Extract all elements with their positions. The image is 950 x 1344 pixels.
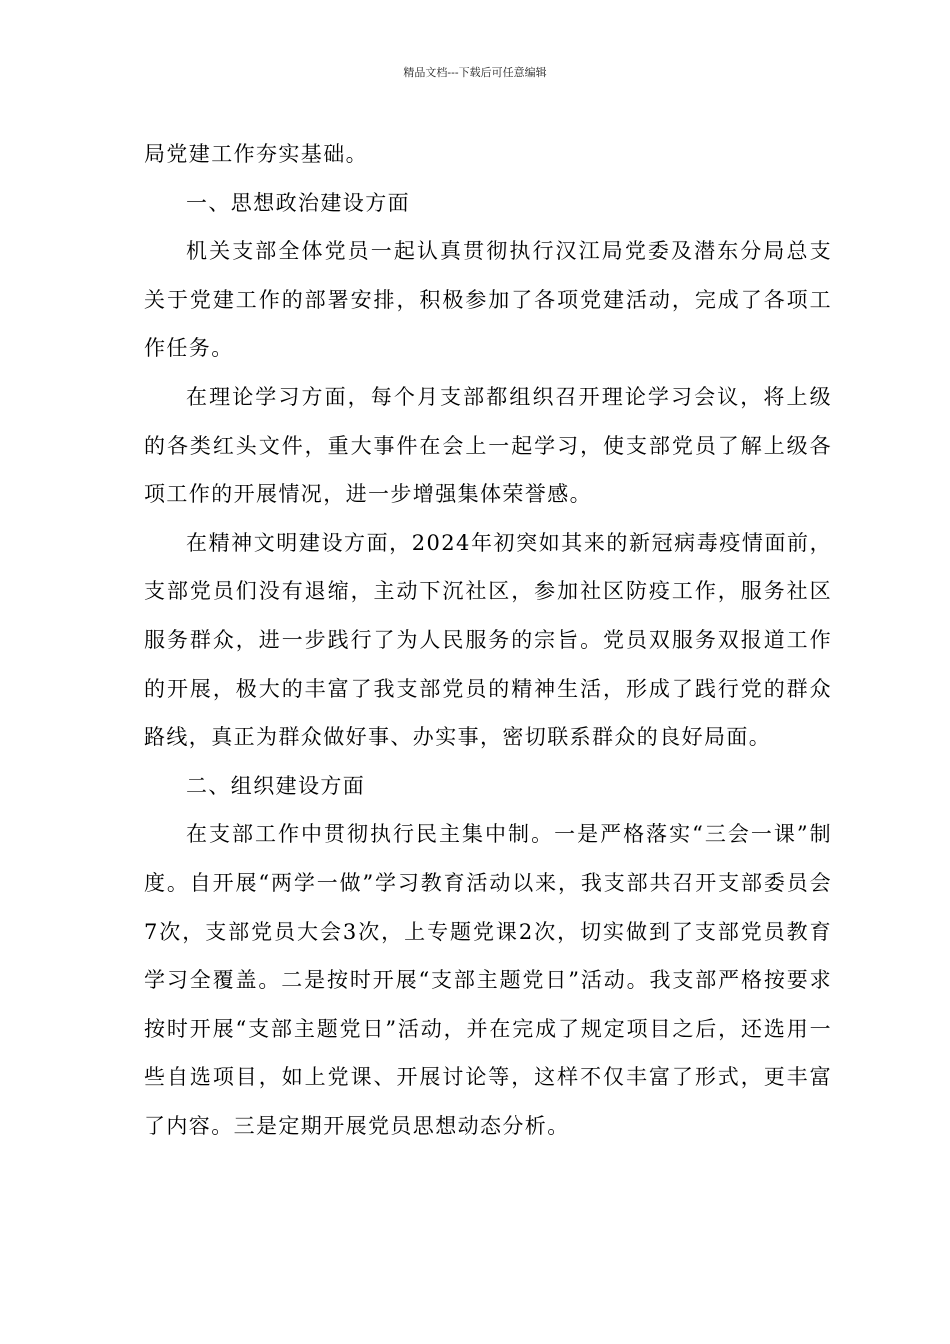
paragraph-continuation: 局党建工作夯实基础。 [144, 142, 368, 166]
section-heading-organization: 二、组织建设方面 [186, 773, 366, 798]
paragraph-democratic-centralism: 在支部工作中贯彻执行民主集中制。一是严格落实“三会一课”制度。自开展“两学一做”学习教育活动以来，我支部共召开支部委员会7次，支部党员大会3次，上专题党课2次，切实做到了支部党员教育学习全覆盖。二是按时开展“支部主题党日”活动。我支部严格按要求按时开展“支部主题党日”活动，并在完成了规定项目之后，还选用一些自选项目，如上党课、开展讨论等，这样不仅丰富了形式，更丰富了内容。三是定期开展党员思想动态分析。 [144, 822, 832, 1138]
document-body [144, 130, 832, 1150]
paragraph-spiritual-civilization: 在精神文明建设方面，2024年初突如其来的新冠病毒疫情面前，支部党员们没有退缩，主动下沉社区，参加社区防疫工作，服务社区服务群众，进一步践行了为人民服务的宗旨。党员双服务双报道工作的开展，极大的丰富了我支部党员的精神生活，形成了践行党的群众路线，真正为群众做好事、办实事，密切联系群众的良好局面。 [144, 530, 832, 750]
section-heading-ideology: 一、思想政治建设方面 [186, 190, 410, 215]
page-header: 精品文档---下载后可任意编辑 [403, 66, 547, 79]
paragraph-theory-study: 在理论学习方面，每个月支部都组织召开理论学习会议，将上级的各类红头文件，重大事件在会上一起学习，使支部党员了解上级各项工作的开展情况，进一步增强集体荣誉感。 [144, 384, 832, 507]
paragraph-branch-overview: 机关支部全体党员一起认真贯彻执行汉江局党委及潜东分局总支关于党建工作的部署安排，积极参加了各项党建活动，完成了各项工作任务。 [144, 239, 832, 361]
